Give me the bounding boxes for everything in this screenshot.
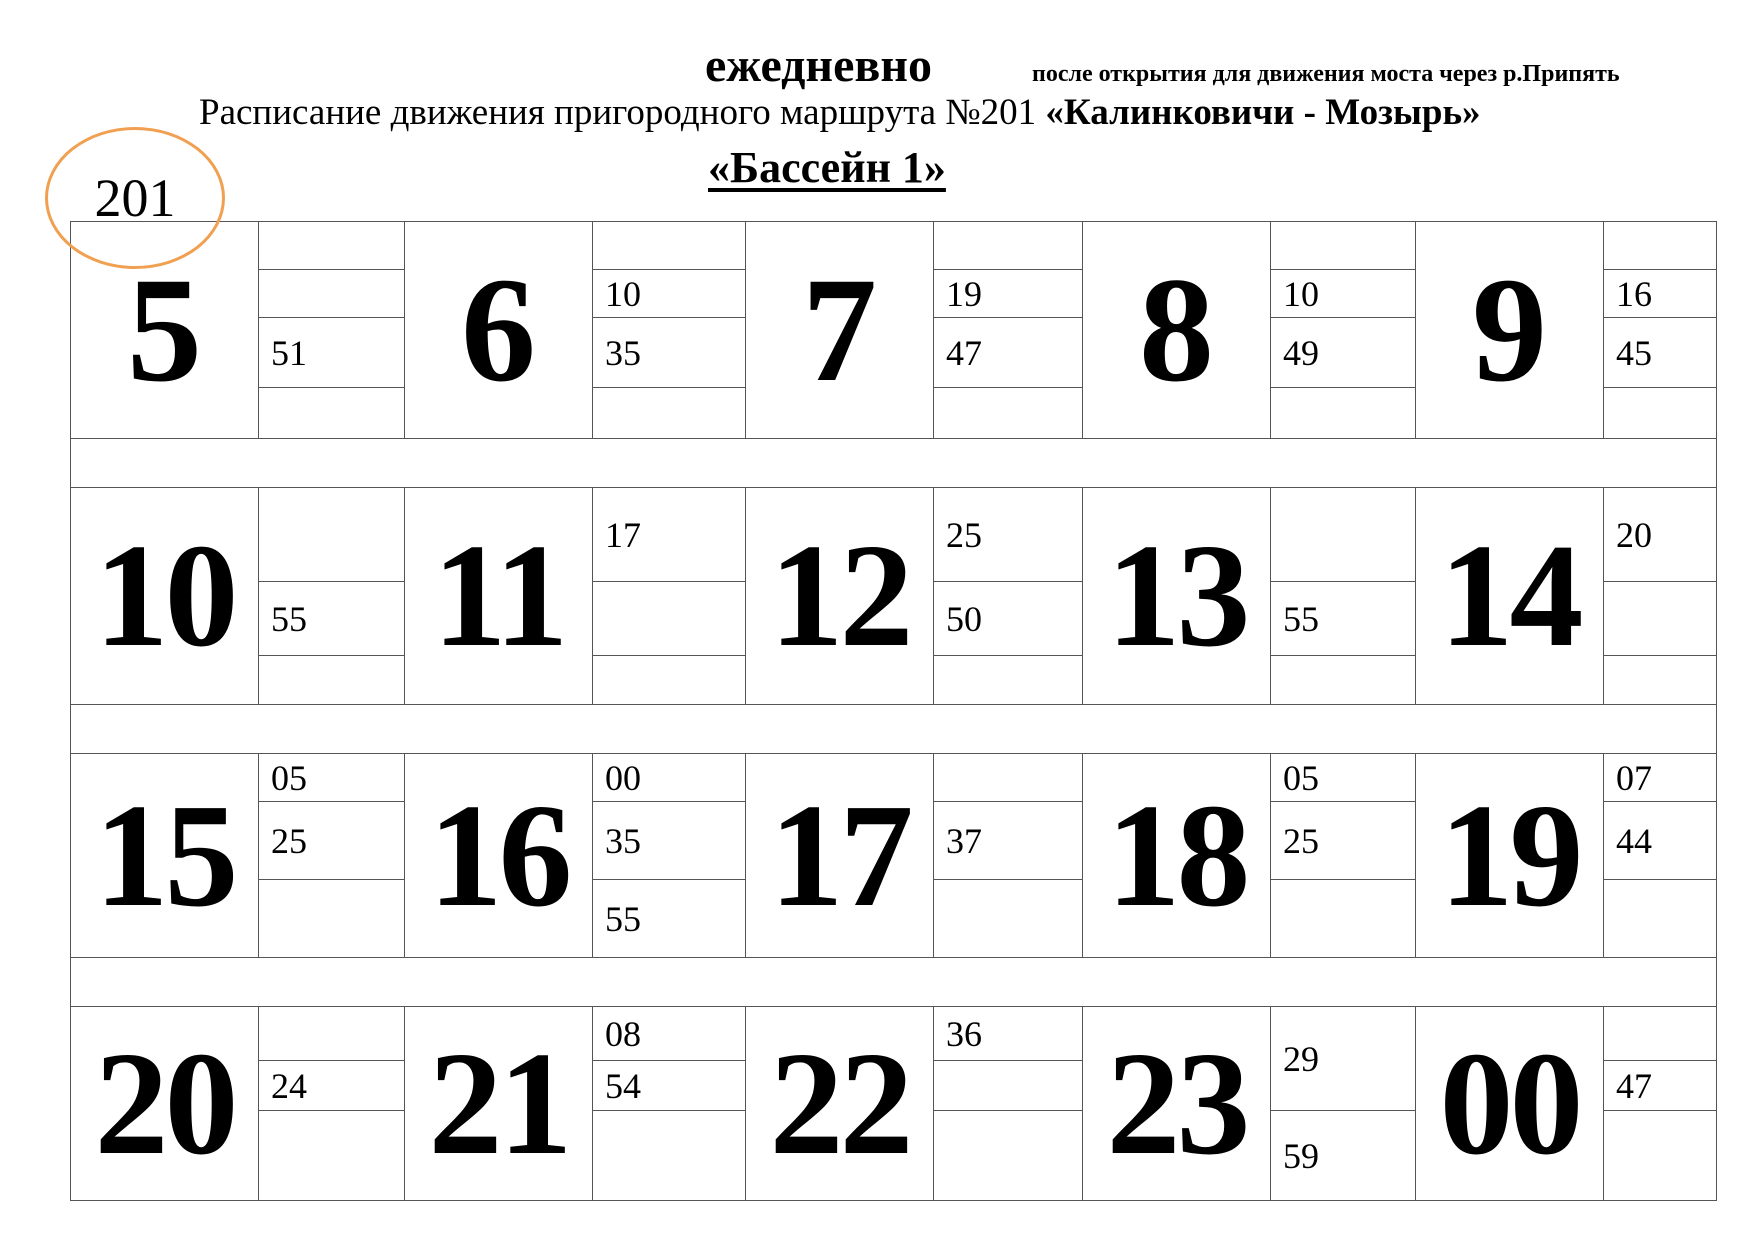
minute-slot: 05	[1271, 754, 1415, 802]
minutes-cell	[1604, 488, 1717, 705]
minutes-cell	[1271, 488, 1416, 705]
minute-slot	[934, 222, 1082, 270]
minute-slot	[259, 488, 404, 582]
minute-slot	[1604, 582, 1716, 656]
hour-row	[71, 488, 1717, 705]
minute-slot	[1271, 880, 1415, 957]
minute-slot: 49	[1271, 318, 1415, 388]
hour-cell: 13	[1083, 488, 1271, 705]
minute-slot	[259, 1007, 404, 1061]
minute-slot	[593, 1111, 745, 1200]
minute-slot: 16	[1604, 270, 1716, 318]
minute-slot	[1271, 388, 1415, 438]
minute-slot	[593, 656, 745, 704]
minute-slot: 25	[934, 488, 1082, 582]
minute-slot	[1271, 488, 1415, 582]
row-separator	[71, 439, 1717, 488]
minute-slot: 55	[259, 582, 404, 656]
hour-row	[71, 754, 1717, 958]
minute-slot: 36	[934, 1007, 1082, 1061]
minute-slot	[593, 222, 745, 270]
minute-slot	[934, 388, 1082, 438]
minute-slot	[1604, 1007, 1716, 1061]
hour-cell: 6	[405, 222, 593, 439]
minute-slot	[1271, 222, 1415, 270]
separator-cell	[71, 439, 1717, 488]
hour-cell: 21	[405, 1007, 593, 1201]
minute-slot: 54	[593, 1061, 745, 1111]
minute-slot: 10	[593, 270, 745, 318]
hour-cell: 14	[1416, 488, 1604, 705]
minute-slot	[1604, 656, 1716, 704]
hour-cell: 16	[405, 754, 593, 958]
minutes-cell	[1604, 754, 1717, 958]
title-direction: «Калинковичи - Мозырь»	[1045, 92, 1481, 133]
minutes-cell	[1271, 754, 1416, 958]
minute-slot: 08	[593, 1007, 745, 1061]
minute-slot: 55	[605, 898, 641, 939]
hour-cell: 19	[1416, 754, 1604, 958]
minute-slot: 29	[1271, 1007, 1415, 1111]
minutes-cell	[1271, 222, 1416, 439]
minutes-cell	[934, 1007, 1083, 1201]
minutes-cell	[934, 754, 1083, 958]
minute-slot	[934, 1111, 1082, 1200]
minutes-cell	[934, 488, 1083, 705]
minute-slot: 07	[1604, 754, 1716, 802]
hour-cell: 12	[746, 488, 934, 705]
minutes-cell	[593, 222, 746, 439]
hour-cell: 23	[1083, 1007, 1271, 1201]
stop-name: «Бассейн 1»	[708, 143, 946, 192]
separator-cell	[71, 705, 1717, 754]
minute-slot	[259, 880, 404, 957]
hour-cell: 5	[71, 222, 259, 439]
hour-cell: 9	[1416, 222, 1604, 439]
minute-slot: 45	[1604, 318, 1716, 388]
hour-cell: 15	[71, 754, 259, 958]
minute-slot	[1604, 222, 1716, 270]
minute-slot: 55	[1271, 582, 1415, 656]
minute-slot: 10	[1271, 270, 1415, 318]
minute-slot: 50	[934, 582, 1082, 656]
minutes-cell	[1604, 1007, 1717, 1201]
minute-slot: 47	[934, 318, 1082, 388]
row-separator	[71, 705, 1717, 754]
separator-cell	[71, 958, 1717, 1007]
minutes-cell	[259, 754, 405, 958]
minute-slot: 51	[259, 318, 404, 388]
route-number-badge: 201	[45, 127, 225, 269]
minute-slot	[934, 656, 1082, 704]
minute-slot	[1271, 656, 1415, 704]
minute-slot: 35	[593, 318, 745, 388]
title-route: Расписание движения пригородного маршрута №201	[199, 92, 1046, 133]
minute-slot	[934, 754, 1082, 802]
minute-slot: 35	[593, 802, 745, 880]
minute-slot: 25	[1271, 802, 1415, 880]
minute-slot: 37	[934, 802, 1082, 880]
minute-slot: 59	[1283, 1135, 1319, 1176]
minute-slot	[1604, 388, 1716, 438]
minute-slot	[1604, 1111, 1716, 1200]
minutes-cell	[593, 754, 746, 958]
hour-cell: 22	[746, 1007, 934, 1201]
minute-slot	[1604, 880, 1716, 957]
minute-slot: 25	[259, 802, 404, 880]
minute-slot: 19	[934, 270, 1082, 318]
daily-label: ежедневно	[705, 39, 932, 92]
bridge-note: после открытия для движения моста через р.Припять	[1032, 61, 1620, 87]
hour-cell: 20	[71, 1007, 259, 1201]
minute-slot	[259, 656, 404, 704]
row-separator	[71, 958, 1717, 1007]
minute-slot	[934, 1061, 1082, 1111]
schedule-table	[70, 221, 1717, 1201]
hour-cell: 18	[1083, 754, 1271, 958]
minute-slot	[593, 388, 745, 438]
minutes-cell	[259, 222, 405, 439]
hour-cell: 00	[1416, 1007, 1604, 1201]
minute-slot	[259, 1111, 404, 1200]
minute-slot	[259, 388, 404, 438]
minutes-cell	[1271, 1007, 1416, 1201]
minute-slot: 17	[593, 488, 745, 582]
minute-slot: 47	[1604, 1061, 1716, 1111]
minutes-cell	[259, 488, 405, 705]
minute-slot	[934, 880, 1082, 957]
minute-slot: 05	[259, 754, 404, 802]
minute-slot	[259, 270, 404, 318]
hour-cell: 8	[1083, 222, 1271, 439]
hour-cell: 17	[746, 754, 934, 958]
minutes-cell	[259, 1007, 405, 1201]
minutes-cell	[934, 222, 1083, 439]
minute-slot: 20	[1604, 488, 1716, 582]
minute-slot	[259, 222, 404, 270]
minutes-cell	[593, 1007, 746, 1201]
hour-row	[71, 222, 1717, 439]
hour-row	[71, 1007, 1717, 1201]
hour-cell: 10	[71, 488, 259, 705]
hour-cell: 11	[405, 488, 593, 705]
minute-slot: 00	[593, 754, 745, 802]
minute-slot: 44	[1604, 802, 1716, 880]
minutes-cell	[1604, 222, 1717, 439]
hour-cell: 7	[746, 222, 934, 439]
minute-slot: 24	[259, 1061, 404, 1111]
minutes-cell	[593, 488, 746, 705]
minute-slot	[593, 582, 745, 656]
schedule-title	[199, 94, 1481, 131]
